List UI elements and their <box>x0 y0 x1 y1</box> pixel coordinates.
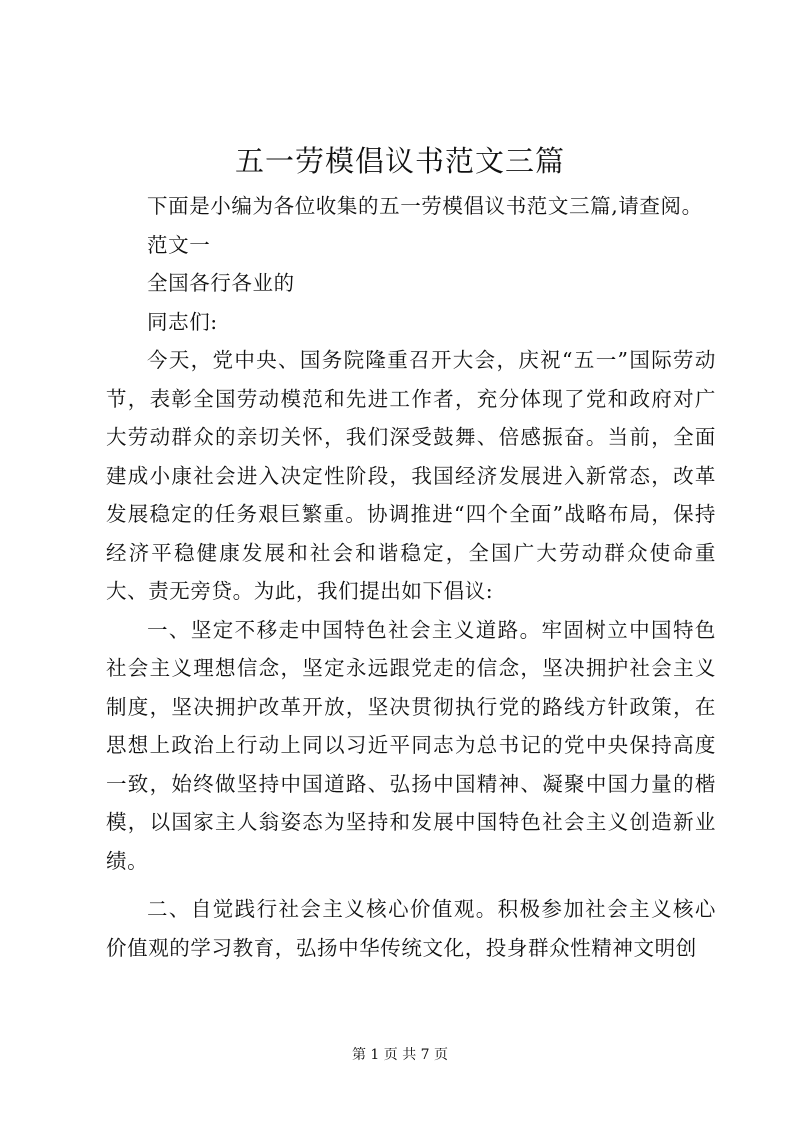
document-body <box>106 187 716 967</box>
salutation-line: 全国各行各业的 <box>147 271 295 295</box>
section-heading: 范文一 <box>147 232 211 257</box>
body-paragraph: 二、自觉践行社会主义核心价值观。积极参加社会主义核心价值观的学习教育，弘扬中华传统文化，投身群众性精神文明创 <box>106 897 716 960</box>
document-title: 五一劳模倡议书范文三篇 <box>234 144 565 178</box>
salutation-line: 同志们: <box>147 309 218 334</box>
intro-paragraph: 下面是小编为各位收集的五一劳模倡议书范文三篇,请查阅。 <box>147 194 703 218</box>
body-paragraph: 今天，党中央、国务院隆重召开大会，庆祝“五一”国际劳动节，表彰全国劳动模范和先进工作者，充分体现了党和政府对广大劳动群众的亲切关怀，我们深受鼓舞、倍感振奋。当前，全面建成小康社会进入决定性阶段，我国经济发展进入新常态，改革发展稳定的任务艰巨繁重。协调推进“四个全面”战略布局，保持经济平稳健康发展和社会和谐稳定，全国广大劳动群众使命重大、责无旁贷。为此，我们提出如下倡议: <box>106 348 716 603</box>
page-footer: 第 1 页 共 7 页 <box>351 1047 449 1063</box>
body-paragraph: 一、坚定不移走中国特色社会主义道路。牢固树立中国特色社会主义理想信念，坚定永远跟党走的信念，坚决拥护社会主义制度，坚决拥护改革开放，坚决贯彻执行党的路线方针政策，在思想上政治上行动上同以习近平同志为总书记的党中央保持高度一致，始终做坚持中国道路、弘扬中国精神、凝聚中国力量的楷模，以国家主人翁姿态为坚持和发展中国特色社会主义创造新业绩。 <box>106 617 716 873</box>
